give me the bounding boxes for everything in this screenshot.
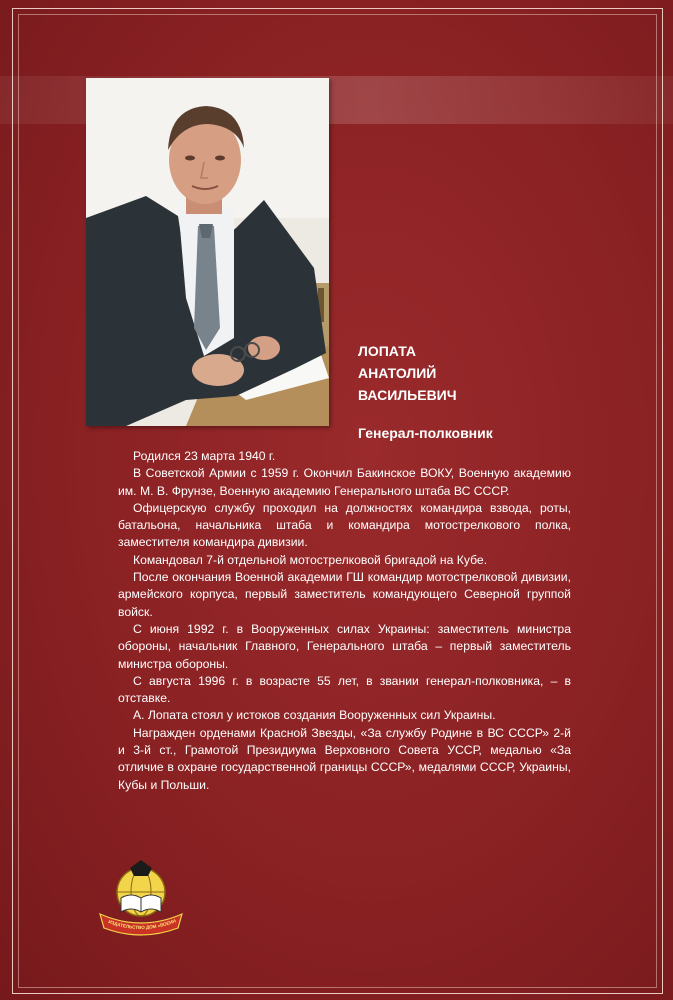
bio-paragraph: Командовал 7-й отдельной мотострелковой бригадой на Кубе. [133, 552, 488, 567]
bio-paragraph: Офицерскую службу проходил на должностях командира взвода, роты, батальона, начальника штаба и командира мотострелкового полка, заместителя командира дивизии. [118, 500, 571, 550]
bio-paragraph: После окончания Военной академии ГШ командир мотострелковой дивизии, армейского корпуса, первый заместитель командующего Северной группой войск. [118, 570, 571, 619]
biography-text [118, 448, 571, 794]
bio-paragraph: Награжден орденами Красной Звезды, «За службу Родине в ВС СССР» 2-й и 3-й ст., Грамотой Президиума Верховного Совета УССР, медалью «За отличие в охране государственной границы СССР», медалями СССР, Украины, Кубы и Польши. [118, 725, 571, 792]
military-rank: Генерал-полковник [358, 425, 493, 441]
patronymic: ВАСИЛЬЕВИЧ [358, 387, 457, 403]
publisher-logo [96, 858, 186, 938]
first-name: АНАТОЛИЙ [358, 365, 437, 381]
bio-paragraph: С августа 1996 г. в возрасте 55 лет, в звании генерал-полковника, – в отставке. [118, 673, 571, 706]
book-globe-emblem-icon [96, 858, 186, 938]
bio-paragraph: В Советской Армии с 1959 г. Окончил Бакинское ВОКУ, Военную академию им. М. В. Фрунзе, Военную академию Генерального штаба ВС СССР. [118, 466, 571, 498]
portrait-photo [86, 78, 329, 426]
publisher-name: ИЗДАТЕЛЬСТВО ДОМ «ВОЕНН [107, 918, 177, 931]
bio-paragraph: А. Лопата стоял у истоков создания Вооруженных сил Украины. [133, 708, 496, 723]
bio-paragraph: С июня 1992 г. в Вооруженных силах Украины: заместитель министра обороны, начальник Главного, Генерального штаба – первый заместитель министра обороны. [118, 621, 571, 671]
bio-paragraph: Родился 23 марта 1940 г. [133, 449, 276, 463]
surname: ЛОПАТА [358, 343, 416, 359]
person-name [358, 340, 457, 406]
